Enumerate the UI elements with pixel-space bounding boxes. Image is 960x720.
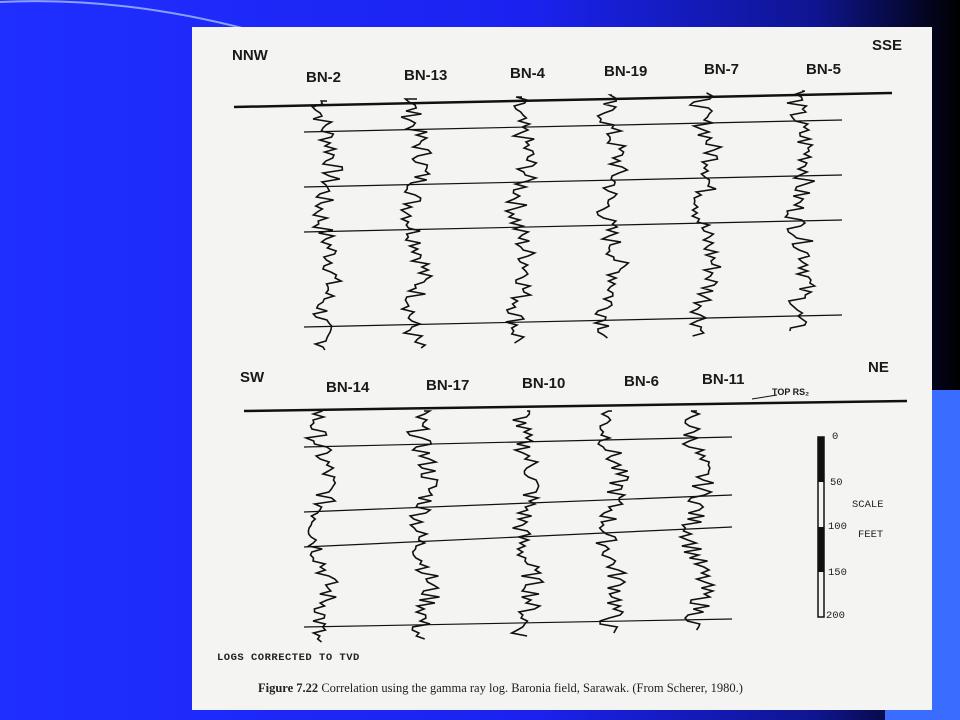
top-correlation-line-1 [304, 175, 842, 187]
scale-unit: FEET [858, 529, 884, 541]
bottom-datum-line [244, 401, 907, 411]
log-curve-bottom-3 [596, 411, 629, 633]
well-label-bn-14: BN-14 [326, 379, 370, 396]
scale-label: SCALE [852, 499, 884, 511]
caption-number: Figure 7.22 [258, 681, 319, 695]
gamma-ray-logs [192, 27, 932, 710]
log-curve-bottom-2 [512, 411, 543, 636]
bottom-correlation-line-0 [304, 437, 732, 447]
well-label-bn-13: BN-13 [404, 67, 448, 84]
bottom-correlation-line-3 [304, 619, 732, 627]
correlation-figure [192, 27, 932, 710]
bottom-right-direction: NE [868, 359, 889, 376]
logs-note: LOGS CORRECTED TO TVD [217, 652, 360, 664]
log-curve-top-0 [313, 101, 343, 350]
well-label-bn-11: BN-11 [702, 371, 745, 388]
well-label-bn-5: BN-5 [806, 61, 842, 78]
scale-bar-segment-1 [818, 527, 824, 572]
top-correlation-line-0 [304, 120, 842, 132]
top-left-direction: NNW [232, 47, 268, 64]
top-right-direction: SSE [872, 37, 903, 54]
well-label-bn-4: BN-4 [510, 65, 546, 82]
well-label-bn-17: BN-17 [426, 377, 470, 394]
bottom-correlation-line-2 [304, 527, 732, 547]
figure-caption [258, 681, 928, 696]
log-curve-bottom-1 [407, 411, 439, 639]
bottom-correlation-line-1 [304, 495, 732, 512]
top-rs2-marker: TOP RS₂ [772, 387, 810, 397]
scale-tick-100: 100 [828, 521, 847, 533]
scale-tick-0: 0 [832, 431, 839, 443]
well-label-bn-19: BN-19 [604, 63, 648, 80]
scale-tick-150: 150 [828, 567, 847, 579]
caption-text: Correlation using the gamma ray log. Baronia field, Sarawak. (From Scherer, 1980.) [321, 681, 743, 695]
log-curve-top-5 [785, 91, 814, 331]
scale-tick-50: 50 [830, 477, 843, 489]
log-curve-top-2 [506, 97, 537, 343]
bottom-left-direction: SW [240, 369, 265, 386]
log-curve-bottom-4 [680, 411, 713, 630]
well-label-bn-2: BN-2 [306, 69, 342, 86]
well-label-bn-6: BN-6 [624, 373, 660, 390]
top-correlation-line-2 [304, 220, 842, 232]
top-datum-line [234, 93, 892, 107]
log-curve-top-1 [401, 99, 432, 348]
top-correlation-line-3 [304, 315, 842, 327]
scale-tick-200: 200 [826, 610, 845, 622]
log-curve-bottom-0 [306, 411, 338, 642]
log-curve-top-3 [595, 95, 628, 338]
scale-bar-segment-0 [818, 437, 824, 482]
well-label-bn-7: BN-7 [704, 61, 740, 78]
log-curve-top-4 [690, 93, 721, 336]
well-label-bn-10: BN-10 [522, 375, 566, 392]
